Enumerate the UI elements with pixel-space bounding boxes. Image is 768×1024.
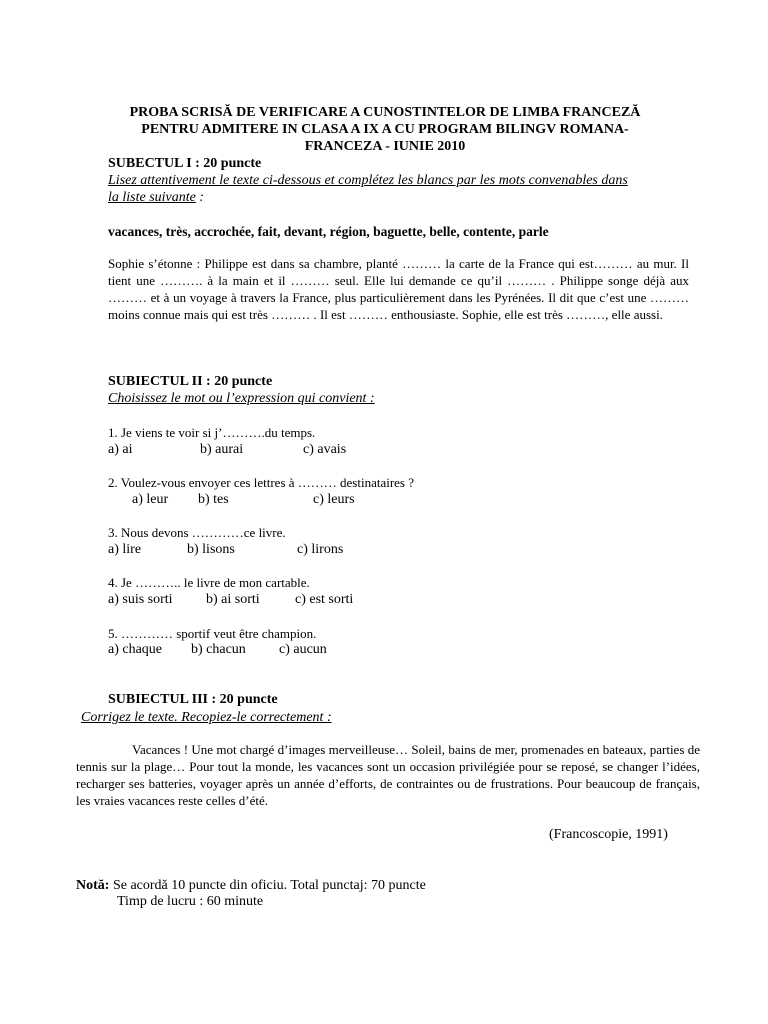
subject-1-instruction-line-2: la liste suivante <box>108 190 196 205</box>
title-line-3: FRANCEZA - IUNIE 2010 <box>304 139 466 154</box>
subject-1-instruction <box>108 172 698 206</box>
question-2-option-a: a) leur <box>132 492 169 507</box>
question-4-option-b: b) ai sorti <box>206 592 260 607</box>
title-line-2: PENTRU ADMITERE IN CLASA A IX A CU PROGRAM BILINGV ROMANA- <box>141 122 629 137</box>
subject-3-instruction: Corrigez le texte. Recopiez-le correctement : <box>81 710 332 725</box>
question-5: 5. ………… sportif veut être champion. <box>108 626 317 641</box>
question-5-option-a: a) chaque <box>108 642 163 657</box>
note-text: Se acordă 10 puncte din oficiu. Total punctaj: 70 puncte <box>109 878 426 893</box>
subject-1-instruction-line-1: Lisez attentivement le texte ci-dessous et complétez les blancs par les mots convenables dans <box>108 173 628 188</box>
question-5-option-b: b) chacun <box>191 642 246 657</box>
subject-1-heading: SUBECTUL I : 20 puncte <box>108 156 262 171</box>
subject-2-heading: SUBIECTUL II : 20 puncte <box>108 374 273 389</box>
subject-3-paragraph: Vacances ! Une mot chargé d’images merveilleuse… Soleil, bains de mer, promenades en bateaux, parties de tennis sur la plage… Pour tout la monde, les vacances sont un occasion privilégiée pour se reposé, se changer l’idées, recharger ses batteries, voyager après un année d’efforts, de contraintes ou de frustrations. Pour beaucoup de français, les vraies vacances reste celles d’été. <box>76 742 700 808</box>
subject-1-instruction-colon: : <box>195 190 205 205</box>
question-4-option-a: a) suis sorti <box>108 592 173 607</box>
question-3-option-c: c) lirons <box>297 542 344 557</box>
text-source: (Francoscopie, 1991) <box>549 827 668 842</box>
question-4-option-c: c) est sorti <box>295 592 354 607</box>
question-2-option-c: c) leurs <box>313 492 355 507</box>
question-4: 4. Je ……….. le livre de mon cartable. <box>108 575 310 590</box>
subject-3-heading: SUBIECTUL III : 20 puncte <box>108 692 278 707</box>
question-3-option-a: a) lire <box>108 542 142 557</box>
question-2: 2. Voulez-vous envoyer ces lettres à ……… destinataires ? <box>108 475 415 490</box>
question-2-option-b: b) tes <box>198 492 229 507</box>
subject-2-instruction: Choisissez le mot ou l’expression qui convient : <box>108 391 375 406</box>
question-1: 1. Je viens te voir si j’……….du temps. <box>108 425 316 440</box>
question-3-option-b: b) lisons <box>187 542 235 557</box>
time-limit: Timp de lucru : 60 minute <box>117 894 264 909</box>
question-1-option-a: a) ai <box>108 442 133 457</box>
question-5-option-c: c) aucun <box>279 642 327 657</box>
title-line-1: PROBA SCRISĂ DE VERIFICARE A CUNOSTINTELOR DE LIMBA FRANCEZĂ <box>129 105 641 120</box>
question-1-option-b: b) aurai <box>200 442 244 457</box>
exam-title <box>80 104 690 155</box>
word-list: vacances, très, accrochée, fait, devant, région, baguette, belle, contente, parle <box>108 224 549 239</box>
note-label: Notă: <box>76 878 110 893</box>
question-3: 3. Nous devons …………ce livre. <box>108 525 286 540</box>
question-1-option-c: c) avais <box>303 442 347 457</box>
note <box>76 877 426 894</box>
subject-1-paragraph: Sophie s’étonne : Philippe est dans sa chambre, planté ……… la carte de la France qui est……… au mur. Il tient une ………. à la main et il ……… seul. Elle lui demande ce qu’il ……… . Philippe songe déjà aux ……… et à un voyage à travers la France, plus particulièrement dans les Pyrénées. Il dit que c’est une ……… moins connue mais qui est très ……… . Il est ……… enthousiaste. Sophie, elle est très ………, elle aussi. <box>108 256 689 322</box>
